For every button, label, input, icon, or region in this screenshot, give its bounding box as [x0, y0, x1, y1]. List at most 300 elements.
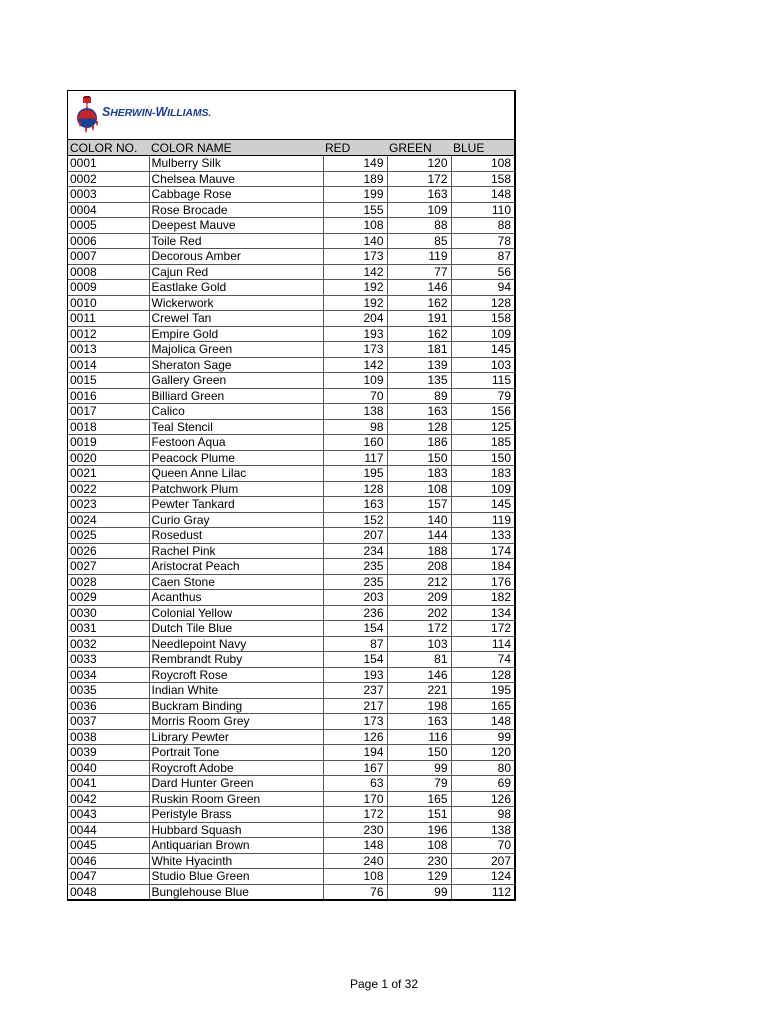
- blue-value: 145: [451, 342, 514, 358]
- green-value: 77: [387, 264, 451, 280]
- red-value: 142: [323, 357, 387, 373]
- color-name: Rosedust: [149, 528, 323, 544]
- color-number: 0006: [68, 233, 149, 249]
- color-name: Patchwork Plum: [149, 481, 323, 497]
- green-value: 172: [387, 171, 451, 187]
- blue-value: 114: [451, 636, 514, 652]
- color-number: 0015: [68, 373, 149, 389]
- blue-value: 103: [451, 357, 514, 373]
- blue-value: 184: [451, 559, 514, 575]
- green-value: 139: [387, 357, 451, 373]
- color-name: Rachel Pink: [149, 543, 323, 559]
- red-value: 70: [323, 388, 387, 404]
- red-value: 163: [323, 497, 387, 513]
- color-number: 0037: [68, 714, 149, 730]
- color-number: 0013: [68, 342, 149, 358]
- red-value: 203: [323, 590, 387, 606]
- color-name: Deepest Mauve: [149, 218, 323, 234]
- color-number: 0024: [68, 512, 149, 528]
- color-name: Dutch Tile Blue: [149, 621, 323, 637]
- table-row: [68, 590, 514, 606]
- blue-value: 88: [451, 218, 514, 234]
- green-value: 188: [387, 543, 451, 559]
- table-row: [68, 233, 514, 249]
- green-value: 198: [387, 698, 451, 714]
- table-row: [68, 202, 514, 218]
- color-name: Morris Room Grey: [149, 714, 323, 730]
- red-value: 148: [323, 838, 387, 854]
- table-row: [68, 512, 514, 528]
- table-row: [68, 466, 514, 482]
- green-value: 186: [387, 435, 451, 451]
- color-number: 0023: [68, 497, 149, 513]
- red-value: 172: [323, 807, 387, 823]
- color-name: Library Pewter: [149, 729, 323, 745]
- header-color-name: COLOR NAME: [149, 140, 323, 156]
- red-value: 142: [323, 264, 387, 280]
- table-row: [68, 807, 514, 823]
- table-row: [68, 497, 514, 513]
- color-name: Antiquarian Brown: [149, 838, 323, 854]
- table-row: [68, 435, 514, 451]
- green-value: 99: [387, 884, 451, 899]
- red-value: 170: [323, 791, 387, 807]
- green-value: 88: [387, 218, 451, 234]
- green-value: 212: [387, 574, 451, 590]
- color-name: Decorous Amber: [149, 249, 323, 265]
- blue-value: 124: [451, 869, 514, 885]
- blue-value: 185: [451, 435, 514, 451]
- red-value: 193: [323, 667, 387, 683]
- blue-value: 156: [451, 404, 514, 420]
- green-value: 221: [387, 683, 451, 699]
- table-row: [68, 156, 514, 172]
- green-value: 162: [387, 326, 451, 342]
- color-number: 0018: [68, 419, 149, 435]
- header-red: RED: [323, 140, 387, 156]
- red-value: 240: [323, 853, 387, 869]
- green-value: 202: [387, 605, 451, 621]
- color-number: 0030: [68, 605, 149, 621]
- green-value: 140: [387, 512, 451, 528]
- blue-value: 69: [451, 776, 514, 792]
- blue-value: 79: [451, 388, 514, 404]
- table-row: [68, 745, 514, 761]
- table-row: [68, 295, 514, 311]
- red-value: 152: [323, 512, 387, 528]
- table-row: [68, 869, 514, 885]
- table-row: [68, 404, 514, 420]
- blue-value: 174: [451, 543, 514, 559]
- red-value: 128: [323, 481, 387, 497]
- table-row: [68, 218, 514, 234]
- blue-value: 119: [451, 512, 514, 528]
- red-value: 194: [323, 745, 387, 761]
- color-number: 0028: [68, 574, 149, 590]
- table-row: [68, 791, 514, 807]
- red-value: 140: [323, 233, 387, 249]
- green-value: 144: [387, 528, 451, 544]
- color-name: Acanthus: [149, 590, 323, 606]
- green-value: 120: [387, 156, 451, 172]
- green-value: 209: [387, 590, 451, 606]
- red-value: 87: [323, 636, 387, 652]
- table-row: [68, 714, 514, 730]
- table-row: [68, 450, 514, 466]
- red-value: 167: [323, 760, 387, 776]
- blue-value: 125: [451, 419, 514, 435]
- table-row: [68, 280, 514, 296]
- red-value: 154: [323, 621, 387, 637]
- cover-the-earth-icon: [74, 96, 100, 134]
- color-number: 0003: [68, 187, 149, 203]
- color-name: Aristocrat Peach: [149, 559, 323, 575]
- color-number: 0031: [68, 621, 149, 637]
- header-color-no: COLOR NO.: [68, 140, 149, 156]
- color-number: 0004: [68, 202, 149, 218]
- blue-value: 138: [451, 822, 514, 838]
- brand-wordmark: SHERWIN-WILLIAMS.: [102, 105, 212, 119]
- blue-value: 70: [451, 838, 514, 854]
- color-number: 0008: [68, 264, 149, 280]
- color-number: 0035: [68, 683, 149, 699]
- color-name: Studio Blue Green: [149, 869, 323, 885]
- table-row: [68, 187, 514, 203]
- color-number: 0045: [68, 838, 149, 854]
- table-row: [68, 543, 514, 559]
- color-name: Peristyle Brass: [149, 807, 323, 823]
- blue-value: 109: [451, 481, 514, 497]
- blue-value: 176: [451, 574, 514, 590]
- green-value: 191: [387, 311, 451, 327]
- table-row: [68, 760, 514, 776]
- table-row: [68, 481, 514, 497]
- table-row: [68, 698, 514, 714]
- table-row: [68, 884, 514, 899]
- red-value: 193: [323, 326, 387, 342]
- blue-value: 87: [451, 249, 514, 265]
- table-row: [68, 249, 514, 265]
- red-value: 230: [323, 822, 387, 838]
- page-number: Page 1 of 32: [349, 977, 419, 991]
- green-value: 146: [387, 667, 451, 683]
- color-number: 0005: [68, 218, 149, 234]
- table-header-row: [68, 140, 514, 156]
- green-value: 163: [387, 187, 451, 203]
- table-row: [68, 729, 514, 745]
- table-row: [68, 171, 514, 187]
- color-table: [68, 139, 514, 899]
- red-value: 204: [323, 311, 387, 327]
- color-number: 0025: [68, 528, 149, 544]
- color-name: Roycroft Rose: [149, 667, 323, 683]
- green-value: 89: [387, 388, 451, 404]
- table-body: [68, 156, 514, 900]
- color-number: 0033: [68, 652, 149, 668]
- table-row: [68, 528, 514, 544]
- blue-value: 80: [451, 760, 514, 776]
- blue-value: 109: [451, 326, 514, 342]
- blue-value: 108: [451, 156, 514, 172]
- color-name: Queen Anne Lilac: [149, 466, 323, 482]
- green-value: 103: [387, 636, 451, 652]
- blue-value: 115: [451, 373, 514, 389]
- color-number: 0009: [68, 280, 149, 296]
- blue-value: 183: [451, 466, 514, 482]
- green-value: 128: [387, 419, 451, 435]
- green-value: 85: [387, 233, 451, 249]
- green-value: 81: [387, 652, 451, 668]
- color-name: Teal Stencil: [149, 419, 323, 435]
- green-value: 165: [387, 791, 451, 807]
- color-name: Billiard Green: [149, 388, 323, 404]
- table-row: [68, 776, 514, 792]
- color-number: 0026: [68, 543, 149, 559]
- table-row: [68, 652, 514, 668]
- blue-value: 126: [451, 791, 514, 807]
- blue-value: 158: [451, 171, 514, 187]
- color-name: Sheraton Sage: [149, 357, 323, 373]
- table-row: [68, 853, 514, 869]
- red-value: 237: [323, 683, 387, 699]
- green-value: 208: [387, 559, 451, 575]
- table-row: [68, 636, 514, 652]
- blue-value: 120: [451, 745, 514, 761]
- blue-value: 145: [451, 497, 514, 513]
- green-value: 108: [387, 481, 451, 497]
- color-name: Chelsea Mauve: [149, 171, 323, 187]
- blue-value: 56: [451, 264, 514, 280]
- red-value: 98: [323, 419, 387, 435]
- blue-value: 133: [451, 528, 514, 544]
- table-row: [68, 419, 514, 435]
- red-value: 149: [323, 156, 387, 172]
- color-number: 0001: [68, 156, 149, 172]
- blue-value: 148: [451, 187, 514, 203]
- blue-value: 148: [451, 714, 514, 730]
- blue-value: 128: [451, 667, 514, 683]
- green-value: 162: [387, 295, 451, 311]
- blue-value: 158: [451, 311, 514, 327]
- color-number: 0036: [68, 698, 149, 714]
- color-name: Cajun Red: [149, 264, 323, 280]
- color-number: 0043: [68, 807, 149, 823]
- red-value: 154: [323, 652, 387, 668]
- green-value: 99: [387, 760, 451, 776]
- blue-value: 110: [451, 202, 514, 218]
- color-name: Curio Gray: [149, 512, 323, 528]
- blue-value: 150: [451, 450, 514, 466]
- green-value: 79: [387, 776, 451, 792]
- table-row: [68, 357, 514, 373]
- blue-value: 172: [451, 621, 514, 637]
- color-number: 0040: [68, 760, 149, 776]
- table-row: [68, 559, 514, 575]
- color-name: Ruskin Room Green: [149, 791, 323, 807]
- table-row: [68, 342, 514, 358]
- color-name: Portrait Tone: [149, 745, 323, 761]
- color-number: 0021: [68, 466, 149, 482]
- green-value: 172: [387, 621, 451, 637]
- red-value: 126: [323, 729, 387, 745]
- table-row: [68, 326, 514, 342]
- color-name: Pewter Tankard: [149, 497, 323, 513]
- color-number: 0011: [68, 311, 149, 327]
- color-number: 0020: [68, 450, 149, 466]
- green-value: 109: [387, 202, 451, 218]
- color-number: 0041: [68, 776, 149, 792]
- red-value: 235: [323, 559, 387, 575]
- table-row: [68, 667, 514, 683]
- green-value: 163: [387, 714, 451, 730]
- table-row: [68, 605, 514, 621]
- color-name: Wickerwork: [149, 295, 323, 311]
- red-value: 192: [323, 295, 387, 311]
- red-value: 217: [323, 698, 387, 714]
- color-name: Calico: [149, 404, 323, 420]
- green-value: 157: [387, 497, 451, 513]
- color-name: Indian White: [149, 683, 323, 699]
- color-name: Festoon Aqua: [149, 435, 323, 451]
- color-name: Dard Hunter Green: [149, 776, 323, 792]
- green-value: 119: [387, 249, 451, 265]
- color-name: Rembrandt Ruby: [149, 652, 323, 668]
- green-value: 230: [387, 853, 451, 869]
- blue-value: 78: [451, 233, 514, 249]
- color-number: 0022: [68, 481, 149, 497]
- table-row: [68, 388, 514, 404]
- color-number: 0007: [68, 249, 149, 265]
- red-value: 235: [323, 574, 387, 590]
- red-value: 155: [323, 202, 387, 218]
- color-number: 0044: [68, 822, 149, 838]
- header-green: GREEN: [387, 140, 451, 156]
- blue-value: 134: [451, 605, 514, 621]
- color-name: Buckram Binding: [149, 698, 323, 714]
- table-row: [68, 574, 514, 590]
- color-name: Bunglehouse Blue: [149, 884, 323, 899]
- color-name: Gallery Green: [149, 373, 323, 389]
- red-value: 173: [323, 714, 387, 730]
- green-value: 116: [387, 729, 451, 745]
- green-value: 150: [387, 745, 451, 761]
- color-name: Mulberry Silk: [149, 156, 323, 172]
- color-name: Crewel Tan: [149, 311, 323, 327]
- blue-value: 74: [451, 652, 514, 668]
- red-value: 109: [323, 373, 387, 389]
- green-value: 135: [387, 373, 451, 389]
- red-value: 192: [323, 280, 387, 296]
- red-value: 173: [323, 342, 387, 358]
- red-value: 108: [323, 869, 387, 885]
- color-name: Empire Gold: [149, 326, 323, 342]
- blue-value: 99: [451, 729, 514, 745]
- green-value: 146: [387, 280, 451, 296]
- table-row: [68, 838, 514, 854]
- table-row: [68, 264, 514, 280]
- color-number: 0029: [68, 590, 149, 606]
- color-number: 0038: [68, 729, 149, 745]
- green-value: 108: [387, 838, 451, 854]
- blue-value: 182: [451, 590, 514, 606]
- blue-value: 207: [451, 853, 514, 869]
- blue-value: 112: [491, 884, 511, 899]
- color-number: 0012: [68, 326, 149, 342]
- green-value: 150: [387, 450, 451, 466]
- blue-value: 165: [451, 698, 514, 714]
- blue-value: 128: [451, 295, 514, 311]
- color-name: Eastlake Gold: [149, 280, 323, 296]
- red-value: 207: [323, 528, 387, 544]
- color-name: Caen Stone: [149, 574, 323, 590]
- color-number: 0039: [68, 745, 149, 761]
- green-value: 163: [387, 404, 451, 420]
- color-number: 0017: [68, 404, 149, 420]
- green-value: 129: [387, 869, 451, 885]
- color-number: 0010: [68, 295, 149, 311]
- color-name: Toile Red: [149, 233, 323, 249]
- red-value: 173: [323, 249, 387, 265]
- green-value: 196: [387, 822, 451, 838]
- red-value: 189: [323, 171, 387, 187]
- table-row: [68, 373, 514, 389]
- color-name: Needlepoint Navy: [149, 636, 323, 652]
- red-value: 236: [323, 605, 387, 621]
- color-number: 0032: [68, 636, 149, 652]
- red-value: 234: [323, 543, 387, 559]
- table-row: [68, 822, 514, 838]
- red-value: 199: [323, 187, 387, 203]
- blue-value: 195: [451, 683, 514, 699]
- color-number: 0014: [68, 357, 149, 373]
- color-name: Peacock Plume: [149, 450, 323, 466]
- color-name: Cabbage Rose: [149, 187, 323, 203]
- color-number: 0034: [68, 667, 149, 683]
- color-number: 0048: [68, 884, 149, 899]
- color-number: 0042: [68, 791, 149, 807]
- color-name: Hubbard Squash: [149, 822, 323, 838]
- color-number: 0046: [68, 853, 149, 869]
- color-number: 0019: [68, 435, 149, 451]
- blue-value: 98: [451, 807, 514, 823]
- red-value: 108: [323, 218, 387, 234]
- header-blue: BLUE: [451, 140, 514, 156]
- red-value: 160: [323, 435, 387, 451]
- green-value: 181: [387, 342, 451, 358]
- table-row: [68, 311, 514, 327]
- color-sheet: [67, 90, 516, 901]
- logo-band: [68, 91, 514, 139]
- color-number: 0027: [68, 559, 149, 575]
- table-row: [68, 621, 514, 637]
- red-value: 138: [323, 404, 387, 420]
- green-value: 151: [387, 807, 451, 823]
- color-name: Rose Brocade: [149, 202, 323, 218]
- red-value: 117: [323, 450, 387, 466]
- color-number: 0002: [68, 171, 149, 187]
- green-value: 183: [387, 466, 451, 482]
- color-name: Colonial Yellow: [149, 605, 323, 621]
- color-name: Majolica Green: [149, 342, 323, 358]
- table-row: [68, 683, 514, 699]
- color-number: 0047: [68, 869, 149, 885]
- color-name: Roycroft Adobe: [149, 760, 323, 776]
- color-number: 0016: [68, 388, 149, 404]
- sherwin-williams-logo: [74, 96, 211, 134]
- color-name: White Hyacinth: [149, 853, 323, 869]
- blue-value: 94: [451, 280, 514, 296]
- red-value: 63: [323, 776, 387, 792]
